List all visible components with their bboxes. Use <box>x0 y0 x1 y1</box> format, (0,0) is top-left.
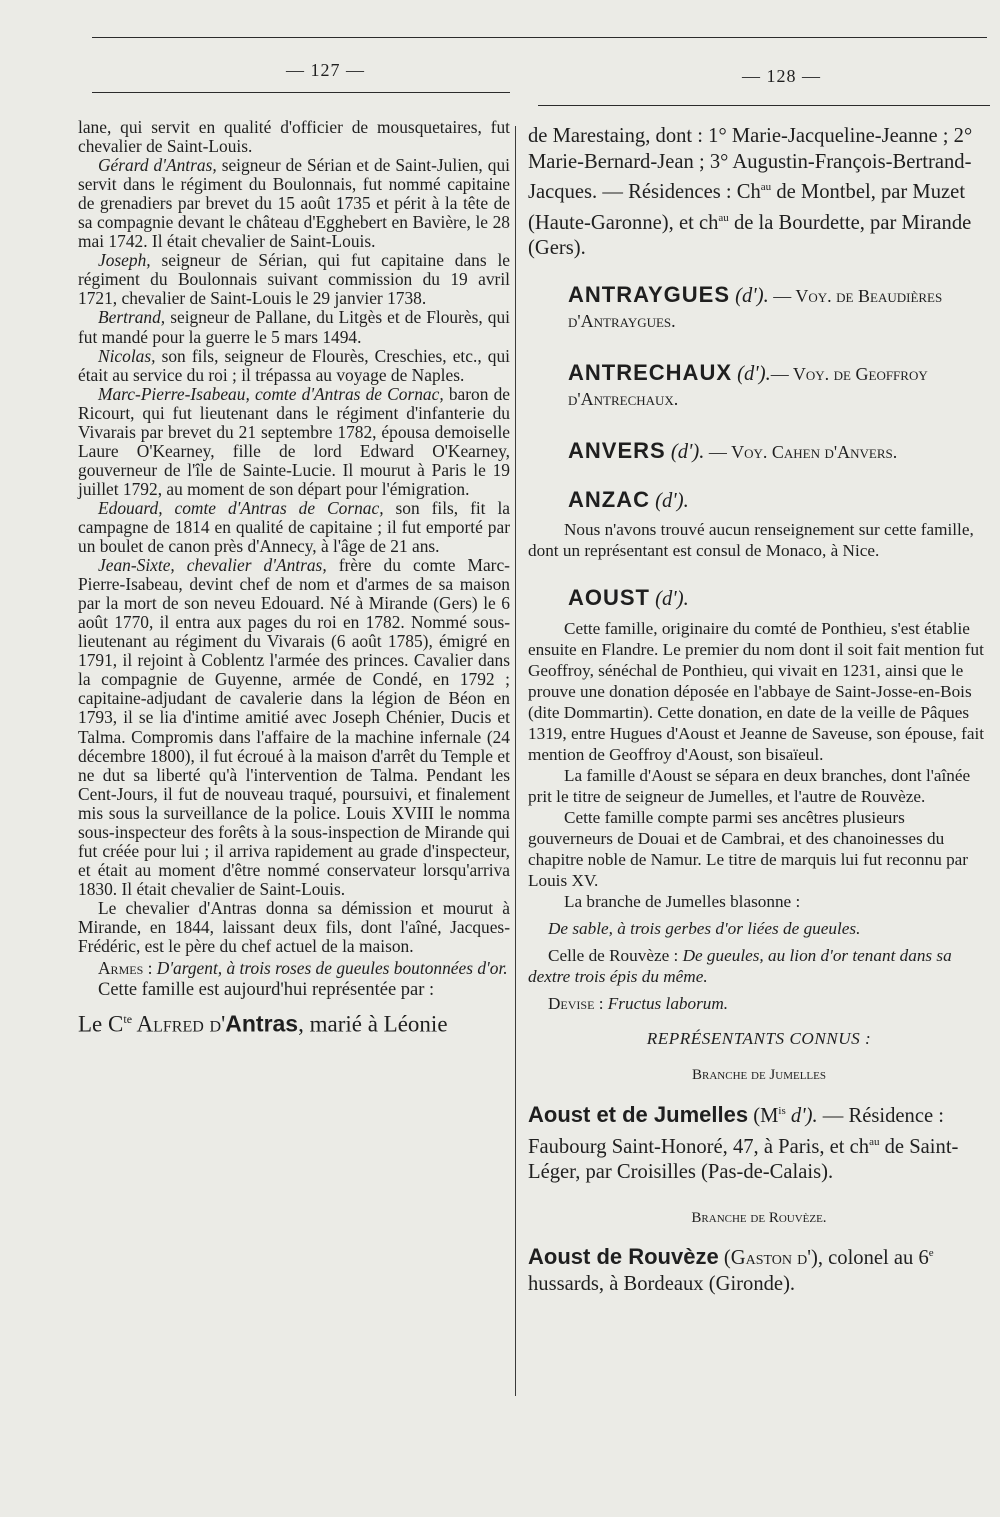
paragraph-text: seigneur de Sérian, qui fut capitaine dans le régiment du Boulonnais suivant commission du 19 avril 1721, chevalier de Saint-Louis le 29 janvier 1738. <box>78 250 510 309</box>
entry-anvers: ANVERS (d'). — Voy. Cahen d'Anvers. <box>568 437 898 463</box>
entry-aoust-jumelles: Aoust et de Jumelles ($M^{is}$ d'). — Résidence : Faubourg Saint-Honoré, 47, à Paris, et $ch^{au}$ de Saint-Léger, par Croisilles (Pas-de-Calais). <box>528 1101 959 1183</box>
person-name: Gérard d'Antras, <box>98 155 217 176</box>
person-name: Alfred d' <box>132 1011 226 1037</box>
paragraph <box>78 556 510 899</box>
page-number-left: — 127 — <box>286 60 365 80</box>
person-name: Nicolas, <box>98 345 156 366</box>
paragraph <box>78 347 510 385</box>
family-name: Antras <box>225 1010 299 1037</box>
column-divider <box>515 126 516 1396</box>
branch-rouveze: Branche de Rouvèze. <box>691 1209 827 1226</box>
armes-label: Armes : <box>98 958 157 979</box>
blason-rouveze: Celle de Rouvèze : De gueules, au lion d'or tenant dans sa dextre trois épis du même. <box>528 946 952 987</box>
paragraph-text: son fils, seigneur de Flourès, Creschies, etc., qui était au service du roi ; il trépassa au voyage de Naples. <box>78 345 510 385</box>
header-rule-right <box>538 105 990 106</box>
paragraph: lane, qui servit en qualité d'officier de mousquetaires, fut chevalier de Saint-Louis. <box>78 117 510 157</box>
entry-aoust-heading: AOUST (d'). <box>568 584 689 610</box>
armes <box>78 959 510 978</box>
top-rule <box>92 37 987 38</box>
paragraph-text: son fils, fit la campagne de 1814 en qualité de capitaine ; il fut emporté par un boulet de canon près d'Annecy, à l'âge de 21 ans. <box>78 497 510 557</box>
paragraph <box>78 251 510 308</box>
paragraph <box>78 156 510 251</box>
left-column <box>78 118 510 1038</box>
paragraph <box>78 308 510 346</box>
right-column <box>528 124 990 1297</box>
armes-text: D'argent, à trois roses de gueules boutonnées d'or. <box>156 958 508 979</box>
paragraph-text: frère du comte Marc-Pierre-Isabeau, devint chef de nom et d'armes de sa maison par la mort de son neveu Edouard. Né à Mirande (Gers) le 6 août 1770, il entra aux pages du roi en 1782. Nommé sous-lieutenant au régiment du Vivarais (6 août 1785), émigré en 1791, il rejoint à Coblentz l'armée des princes. Cavalier dans la compagnie de Guyenne, armée de Condé, en 1792 ; capitaine-adjudant de cavalerie dans la légion de Béon en 1793, il se lia d'intime amitié avec Joseph Chénier, Ducis et Talma. Compromis dans l'affaire de la machine infernale (24 décembre 1800), il fut écroué à la maison d'arrêt du Temple et ne dut sa liberté qu'à l'intervention de Talma. Pendant les Cent-Jours, il fut de nouveau traqué, poursuivi, et finalement mis sous la surveillance de la police. Louis XVIII le nomma sous-inspecteur des forêts à la sous-inspection de Mirande qui fut créée pour lui ; il arriva rapidement au grade d'inspecteur, et était au moment d'être nommé conservateur lorsqu'arriva 1830. Il était chevalier de Saint-Louis. <box>78 555 510 899</box>
entry-antrechaux: ANTRECHAUX (d').— Voy. de Geoffroy d'Antrechaux. <box>568 359 928 409</box>
paragraph: Cette famille compte parmi ses ancêtres plusieurs gouverneurs de Douai et de Cambrai, et des chanoinesses du chapitre noble de Namur. Le titre de marquis lui fut reconnu par Louis XV. <box>528 808 969 891</box>
paragraph: Cette famille est aujourd'hui représentée par : <box>98 980 435 1001</box>
header-rule-left <box>92 92 510 93</box>
paragraph-text: seigneur de Sérian et de Saint-Julien, qui servit dans le régiment du Boulonnais, fut nommé capitaine de grenadiers par brevet du 15 août 1735 et périt à la tête de sa compagnie devant le château d'Egghebert en Bavière, le 28 mai 1742. Il était chevalier de Saint-Louis. <box>78 155 510 252</box>
continuation-text: de Marestaing, dont : 1° Marie-Jacqueline-Jeanne ; 2° Marie-Bernard-Jean ; 3° Augustin-François-Bertrand-Jacques. — Résidences : $Ch^{au}$ de Montbel, par Muzet (Haute-Garonne), et $ch^{au}$ de la Bourdette, par Mirande (Gers). <box>528 125 973 260</box>
entry-anzac-text: Nous n'avons trouvé aucun renseignement sur cette famille, dont un représentant est consul de Monaco, à Nice. <box>528 519 974 560</box>
person-name: Joseph, <box>98 250 151 271</box>
entry-anzac-heading: ANZAC (d'). <box>568 487 689 513</box>
representative-line <box>78 1006 510 1038</box>
entry-aoust-rouveze: Aoust de Rouvèze (Gaston d'), colonel au 6e hussards, à Bordeaux (Gironde). <box>528 1244 934 1295</box>
entry-antraygues: ANTRAYGUES (d'). — Voy. de Beaudières d'Antraygues. <box>568 281 943 331</box>
person-name: Marc-Pierre-Isabeau, comte d'Antras de Cornac, <box>98 383 444 404</box>
paragraph <box>78 385 510 499</box>
paragraph: La famille d'Aoust se sépara en deux branches, dont l'aînée prit le titre de seigneur de Jumelles, et l'autre de Rouvèze. <box>528 766 971 807</box>
blason-jumelles: De sable, à trois gerbes d'or liées de gueules. <box>548 919 861 939</box>
devise: Devise : Fructus laborum. <box>548 994 729 1014</box>
person-name: Bertrand, <box>98 307 166 328</box>
paragraph-text: , marié à Léonie <box>298 1011 448 1037</box>
branch-jumelles: Branche de Jumelles <box>692 1067 826 1084</box>
title-sup: te <box>123 1012 133 1027</box>
person-name: Edouard, comte d'Antras de Cornac, <box>98 497 384 518</box>
paragraph <box>78 499 510 556</box>
paragraph-text: baron de Ricourt, qui fut lieutenant dans le régiment d'infanterie du Vivarais par brevet du 21 septembre 1782, épousa demoiselle Laure O'Kearney, fille de lord Edward O'Kearney, gouverneur de l'île de Sainte-Lucie. Il mourut à Paris le 19 juillet 1792, au moment de son départ pour l'émigration. <box>78 383 510 499</box>
person-name: Jean-Sixte, chevalier d'Antras, <box>98 555 327 576</box>
title-text: Le C <box>78 1011 124 1037</box>
paragraph: Le chevalier d'Antras donna sa démission et mourut à Mirande, en 1844, laissant deux fils, dont l'aîné, Jacques-Frédéric, est le père du chef actuel de la maison. <box>78 897 510 957</box>
paragraph-text: seigneur de Pallane, du Litgès et de Flourès, qui fut mandé pour la guerre le 5 mars 1494. <box>78 307 510 347</box>
paragraph: La branche de Jumelles blasonne : <box>564 892 801 912</box>
paragraph: Cette famille, originaire du comté de Ponthieu, s'est établie ensuite en Flandre. Le premier du nom dont il soit fait mention fut Geoffroy, sénéchal de Ponthieu, qui vivait en 1231, ainsi que le prouve une donation déposée en l'abbaye de Saint-Josse-en-Bois (dite Dommartin). Cette donation, en date de la veille de Pâques 1319, entre Hugues d'Aoust et Jeanne de Saveuse, son épouse, fait mention de Geoffroy d'Aoust, son bisaïeul. <box>528 619 985 765</box>
representants-title: REPRÉSENTANTS CONNUS : <box>646 1029 872 1049</box>
page-number-right: — 128 — <box>742 66 821 86</box>
